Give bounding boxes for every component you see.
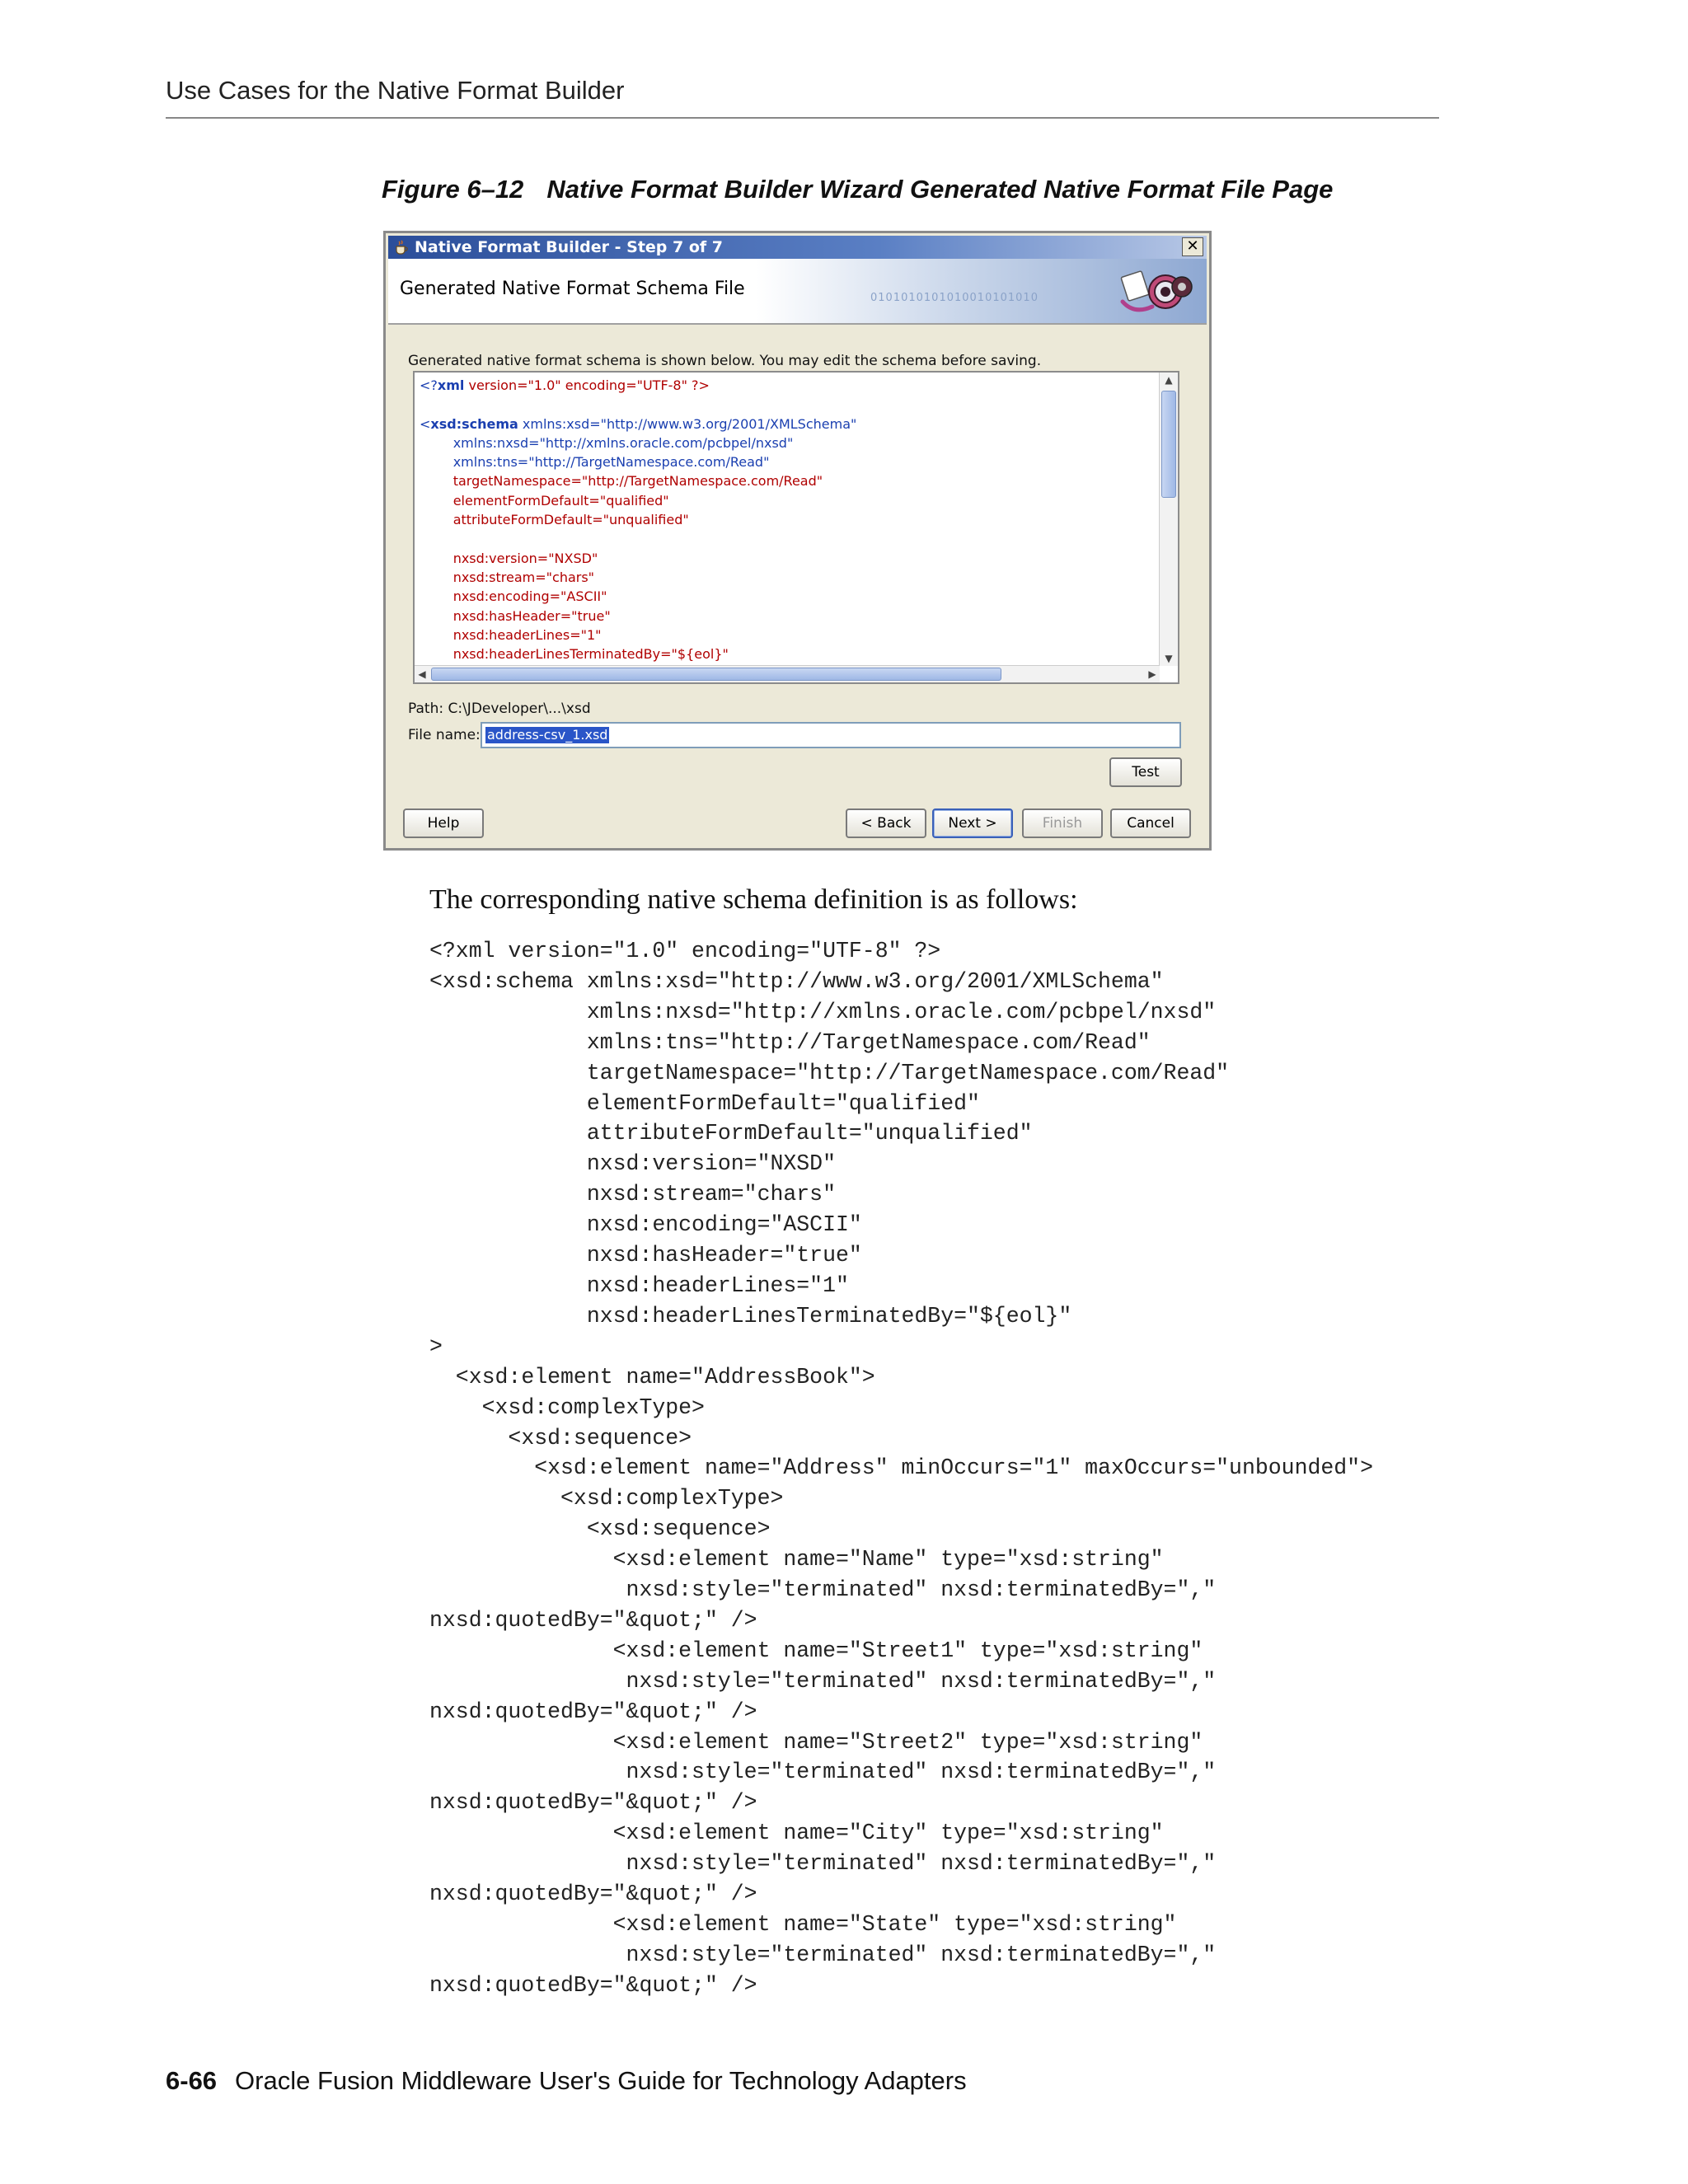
- schema-editor-line: [420, 549, 1155, 568]
- running-header-title: Use Cases for the Native Format Builder: [166, 76, 625, 105]
- code-line: targetNamespace="http://TargetNamespace.com/Read": [429, 1060, 1230, 1085]
- code-line: nxsd:style="terminated" nxsd:terminatedBy=",": [429, 1668, 1217, 1694]
- schema-editor-line: [420, 395, 1155, 414]
- schema-editor[interactable]: [413, 371, 1179, 684]
- code-line: <xsd:complexType>: [429, 1394, 705, 1420]
- cancel-button[interactable]: Cancel: [1110, 808, 1191, 838]
- scroll-down-icon[interactable]: ▼: [1165, 653, 1173, 664]
- schema-editor-token: <?: [420, 377, 438, 393]
- schema-editor-line: [420, 415, 1155, 434]
- adapter-wizard-logo-icon: [1116, 265, 1195, 318]
- code-line: nxsd:headerLines="1": [429, 1272, 849, 1298]
- native-format-builder-dialog: [383, 231, 1212, 851]
- schema-editor-line: [420, 607, 1155, 626]
- schema-editor-token: xsd:schema: [430, 415, 518, 432]
- code-line: <xsd:element name="AddressBook">: [429, 1364, 875, 1390]
- schema-editor-line: [420, 644, 1155, 663]
- scroll-right-icon[interactable]: ▶: [1148, 668, 1156, 680]
- running-footer: [166, 2066, 967, 2096]
- next-button[interactable]: Next >: [932, 808, 1013, 838]
- horizontal-scroll-thumb[interactable]: [431, 668, 1001, 681]
- code-line: nxsd:quotedBy="&quot;" />: [429, 1699, 757, 1724]
- schema-editor-token: targetNamespace="http://TargetNamespace.com/Read": [420, 473, 823, 490]
- code-line: nxsd:version="NXSD": [429, 1151, 836, 1177]
- code-line: >: [429, 1333, 443, 1359]
- figure-caption-text: Native Format Builder Wizard Generated Native Format File Page: [546, 175, 1334, 204]
- page-number: 6-66: [166, 2066, 218, 2095]
- horizontal-scrollbar[interactable]: [415, 665, 1160, 682]
- figure-caption: [382, 175, 1333, 204]
- schema-editor-token: xmlns:tns="http://TargetNamespace.com/Read": [420, 454, 770, 471]
- schema-editor-token: nxsd:headerLinesTerminatedBy="${eol}": [420, 646, 729, 663]
- close-icon: ✕: [1186, 237, 1199, 255]
- schema-editor-token: xmlns:nxsd="http://xmlns.oracle.com/pcbpel/nxsd": [420, 434, 794, 451]
- schema-editor-token: attributeFormDefault="unqualified": [420, 512, 689, 528]
- code-line: nxsd:hasHeader="true": [429, 1243, 862, 1268]
- code-line: xmlns:tns="http://TargetNamespace.com/Read": [429, 1029, 1151, 1055]
- schema-code-listing: [429, 936, 1373, 2001]
- figure-label: Figure 6–12: [382, 175, 524, 204]
- code-line: <xsd:schema xmlns:xsd="http://www.w3.org/2001/XMLSchema": [429, 968, 1164, 994]
- schema-editor-line: [420, 471, 1155, 490]
- book-title: Oracle Fusion Middleware User's Guide for Technology Adapters: [235, 2066, 967, 2095]
- schema-editor-token: xml: [437, 377, 465, 393]
- finish-button[interactable]: Finish: [1022, 808, 1103, 838]
- code-line: nxsd:quotedBy="&quot;" />: [429, 1882, 757, 1907]
- schema-editor-token: nxsd:version="NXSD": [420, 550, 598, 566]
- code-line: <?xml version="1.0" encoding="UTF-8" ?>: [429, 939, 941, 963]
- schema-editor-token: xmlns:xsd="http://www.w3.org/2001/XMLSchema": [518, 415, 857, 432]
- code-line: <xsd:complexType>: [429, 1486, 784, 1511]
- code-line: nxsd:style="terminated" nxsd:terminatedBy=",": [429, 1760, 1217, 1785]
- code-line: attributeFormDefault="unqualified": [429, 1121, 1033, 1146]
- banner-title: Generated Native Format Schema File: [400, 279, 745, 299]
- code-line: <xsd:element name="Street2" type="xsd:string": [429, 1729, 1203, 1755]
- wizard-banner: [388, 259, 1207, 325]
- schema-editor-line: [420, 587, 1155, 606]
- schema-editor-token: nxsd:headerLines="1": [420, 626, 602, 643]
- schema-editor-line: [420, 529, 1155, 548]
- path-label: Path: C:\JDeveloper\...\xsd: [408, 701, 591, 717]
- code-line: nxsd:stream="chars": [429, 1182, 836, 1207]
- schema-editor-token: nxsd:encoding="ASCII": [420, 588, 607, 605]
- intro-paragraph: The corresponding native schema definition is as follows:: [429, 884, 1078, 915]
- schema-editor-token: nxsd:hasHeader="true": [420, 607, 611, 624]
- vertical-scroll-thumb[interactable]: [1161, 391, 1176, 498]
- code-line: <xsd:element name="State" type="xsd:string": [429, 1912, 1177, 1937]
- code-line: <xsd:sequence>: [429, 1516, 771, 1542]
- back-button[interactable]: < Back: [846, 808, 926, 838]
- dialog-title: Native Format Builder - Step 7 of 7: [415, 238, 724, 256]
- file-name-label: File name:: [408, 727, 481, 743]
- code-line: nxsd:encoding="ASCII": [429, 1212, 862, 1238]
- coffee-cup-icon: [393, 239, 410, 255]
- code-line: nxsd:style="terminated" nxsd:terminatedBy=",": [429, 1942, 1217, 1967]
- instruction-text: Generated native format schema is shown below. You may edit the schema before saving.: [408, 353, 1042, 369]
- code-line: nxsd:quotedBy="&quot;" />: [429, 1607, 757, 1633]
- dialog-titlebar[interactable]: [388, 236, 1207, 259]
- code-line: <xsd:element name="Street1" type="xsd:string": [429, 1638, 1203, 1663]
- schema-editor-token: elementFormDefault="qualified": [420, 492, 669, 509]
- schema-editor-token: nxsd:stream="chars": [420, 569, 595, 585]
- code-line: nxsd:style="terminated" nxsd:terminatedBy=",": [429, 1577, 1217, 1603]
- code-line: <xsd:element name="Name" type="xsd:string": [429, 1547, 1164, 1572]
- code-line: <xsd:element name="City" type="xsd:string": [429, 1821, 1164, 1846]
- dialog-body: [388, 325, 1207, 846]
- schema-editor-text[interactable]: [420, 376, 1155, 664]
- schema-editor-line: [420, 376, 1155, 395]
- file-name-field[interactable]: [481, 722, 1181, 748]
- schema-editor-token: [420, 531, 424, 546]
- code-line: nxsd:quotedBy="&quot;" />: [429, 1972, 757, 1998]
- close-button[interactable]: [1182, 237, 1203, 256]
- banner-binary-text: 0101010101010010101010: [870, 292, 1039, 304]
- vertical-scrollbar[interactable]: [1159, 373, 1178, 666]
- test-button[interactable]: Test: [1109, 757, 1182, 787]
- code-line: nxsd:quotedBy="&quot;" />: [429, 1790, 757, 1816]
- schema-editor-token: <: [420, 415, 431, 432]
- schema-editor-line: [420, 434, 1155, 452]
- code-line: <xsd:sequence>: [429, 1425, 692, 1451]
- help-button[interactable]: Help: [403, 808, 484, 838]
- schema-editor-line: [420, 452, 1155, 471]
- running-header: [166, 76, 1439, 119]
- scroll-left-icon[interactable]: ◀: [418, 668, 426, 680]
- code-line: xmlns:nxsd="http://xmlns.oracle.com/pcbpel/nxsd": [429, 999, 1217, 1024]
- schema-editor-line: [420, 510, 1155, 529]
- schema-editor-token: [420, 396, 424, 412]
- file-name-value[interactable]: address-csv_1.xsd: [487, 727, 608, 743]
- schema-editor-line: [420, 491, 1155, 510]
- scroll-up-icon[interactable]: ▲: [1165, 374, 1173, 386]
- schema-editor-token: version="1.0" encoding="UTF-8" ?>: [464, 377, 710, 393]
- code-line: nxsd:headerLinesTerminatedBy="${eol}": [429, 1303, 1072, 1329]
- code-line: nxsd:style="terminated" nxsd:terminatedBy=",": [429, 1851, 1217, 1877]
- schema-editor-line: [420, 568, 1155, 587]
- code-line: elementFormDefault="qualified": [429, 1090, 980, 1116]
- code-line: <xsd:element name="Address" minOccurs="1" maxOccurs="unbounded">: [429, 1455, 1373, 1481]
- schema-editor-line: [420, 626, 1155, 644]
